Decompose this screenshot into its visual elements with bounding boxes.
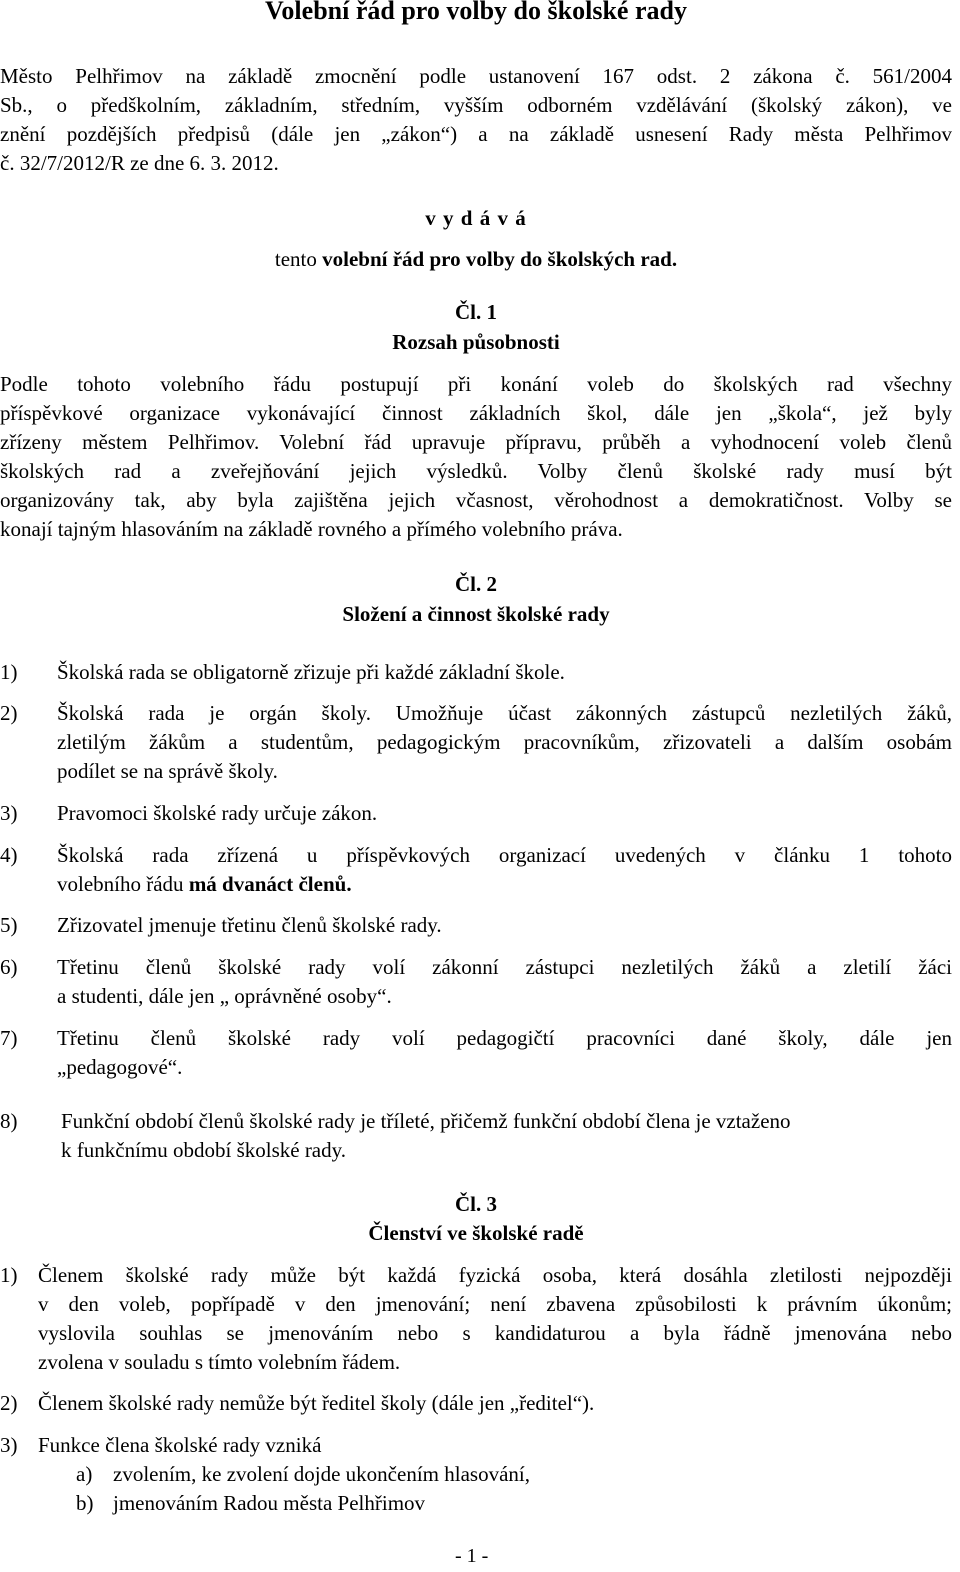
article-1-heading: Čl. 1 [455, 300, 497, 324]
subitem-letter: b) [76, 1491, 94, 1515]
article-1-subheading: Rozsah působnosti [392, 330, 560, 354]
item-line: Třetinu členů školské rady volí zákonní zástupci nezletilých žáků a zletilí žáci [57, 955, 952, 979]
item-line: vyslovila souhlas se jmenováním nebo s kandidaturou a byla řádně jmenována nebo [38, 1321, 952, 1345]
item-line: Funkce člena školské rady vzniká [38, 1433, 322, 1457]
issues-line [0, 244, 952, 274]
item-number: 3) [0, 1433, 18, 1457]
article-1-line: příspěvkové organizace vykonávající činnost základních škol, dále jen „škola“, jež byly [0, 401, 952, 425]
item-line: Pravomoci školské rady určuje zákon. [57, 801, 378, 825]
issues-heading: v y d á v á [425, 206, 527, 230]
article-2-heading: Čl. 2 [455, 572, 497, 596]
item-line: Členem školské rady nemůže být ředitel školy (dále jen „ředitel“). [38, 1391, 595, 1415]
item-number: 7) [0, 1026, 18, 1050]
article-1-line: organizovány tak, aby byla zajištěna jejich včasnost, věrohodnost a demokratičnost. Volby se [0, 488, 952, 512]
issues-bold: volební řád pro volby do školských rad. [322, 247, 678, 271]
item-line: zvolena v souladu s tímto volebním řádem. [38, 1350, 401, 1374]
preamble-line: č. 32/7/2012/R ze dne 6. 3. 2012. [0, 151, 279, 175]
item-bold-text: má dvanáct členů. [188, 872, 352, 896]
article-3-subheading: Členství ve školské radě [368, 1221, 584, 1245]
item-number: 8) [0, 1109, 18, 1133]
item-line: Členem školské rady může být každá fyzická osoba, která dosáhla zletilosti nejpozději [38, 1263, 952, 1287]
article-1-line: školských rad a zveřejňování jejich výsledků. Volby členů školské rady musí být [0, 459, 952, 483]
item-line: zletilým žákům a studentům, pedagogickým pracovníkům, zřizovateli a dalším osobám [57, 730, 952, 754]
item-line: k funkčnímu období školské rady. [61, 1138, 347, 1162]
issues-prefix: tento [274, 247, 323, 271]
item-line: Funkční období členů školské rady je tříleté, přičemž funkční období člena je vztaženo [61, 1109, 791, 1133]
item-line [57, 869, 352, 899]
item-number: 6) [0, 955, 18, 979]
document-title: Volební řád pro volby do školské rady [265, 0, 687, 25]
preamble-line: Sb., o předškolním, základním, středním, vyšším odborném vzdělávání (školský zákon), ve [0, 93, 952, 117]
subitem-text: zvolením, ke zvolení dojde ukončením hlasování, [113, 1462, 530, 1486]
item-line: „pedagogové“. [57, 1055, 183, 1079]
item-line: Školská rada zřízená u příspěvkových organizací uvedených v článku 1 tohoto [57, 843, 952, 867]
article-1-line: Podle tohoto volebního řádu postupují při konání voleb do školských rad všechny [0, 372, 952, 396]
article-3-heading: Čl. 3 [455, 1192, 497, 1216]
item-number: 3) [0, 801, 18, 825]
preamble-line: Město Pelhřimov na základě zmocnění podle ustanovení 167 odst. 2 zákona č. 561/2004 [0, 64, 952, 88]
item-line: a studenti, dále jen „ oprávněné osoby“. [57, 984, 392, 1008]
item-number: 2) [0, 701, 18, 725]
subitem-letter: a) [76, 1462, 93, 1486]
item-line: Zřizovatel jmenuje třetinu členů školské rady. [57, 913, 442, 937]
item-line: Školská rada je orgán školy. Umožňuje účast zákonných zástupců nezletilých žáků, [57, 701, 952, 725]
article-1-line: konají tajným hlasováním na základě rovného a přímého volebního práva. [0, 517, 623, 541]
item-line: Školská rada se obligatorně zřizuje při každé základní škole. [57, 660, 565, 684]
item-number: 1) [0, 660, 18, 684]
item-line: podílet se na správě školy. [57, 759, 278, 783]
item-text: volebního řádu [57, 872, 189, 896]
page-number: - 1 - [455, 1545, 489, 1567]
preamble-line: znění pozdějších předpisů (dále jen „zákon“) a na základě usnesení Rady města Pelhřimov [0, 122, 952, 146]
subitem-text: jmenováním Radou města Pelhřimov [113, 1491, 426, 1515]
item-number: 4) [0, 843, 18, 867]
item-line: v den voleb, popřípadě v den jmenování; není zbavena způsobilosti k právním úkonům; [38, 1292, 952, 1316]
article-2-subheading: Složení a činnost školské rady [342, 602, 610, 626]
article-1-line: zřízeny městem Pelhřimov. Volební řád upravuje přípravu, průběh a vyhodnocení voleb členů [0, 430, 952, 454]
item-line: Třetinu členů školské rady volí pedagogičtí pracovníci dané školy, dále jen [57, 1026, 952, 1050]
item-number: 1) [0, 1263, 18, 1287]
item-number: 2) [0, 1391, 18, 1415]
item-number: 5) [0, 913, 18, 937]
